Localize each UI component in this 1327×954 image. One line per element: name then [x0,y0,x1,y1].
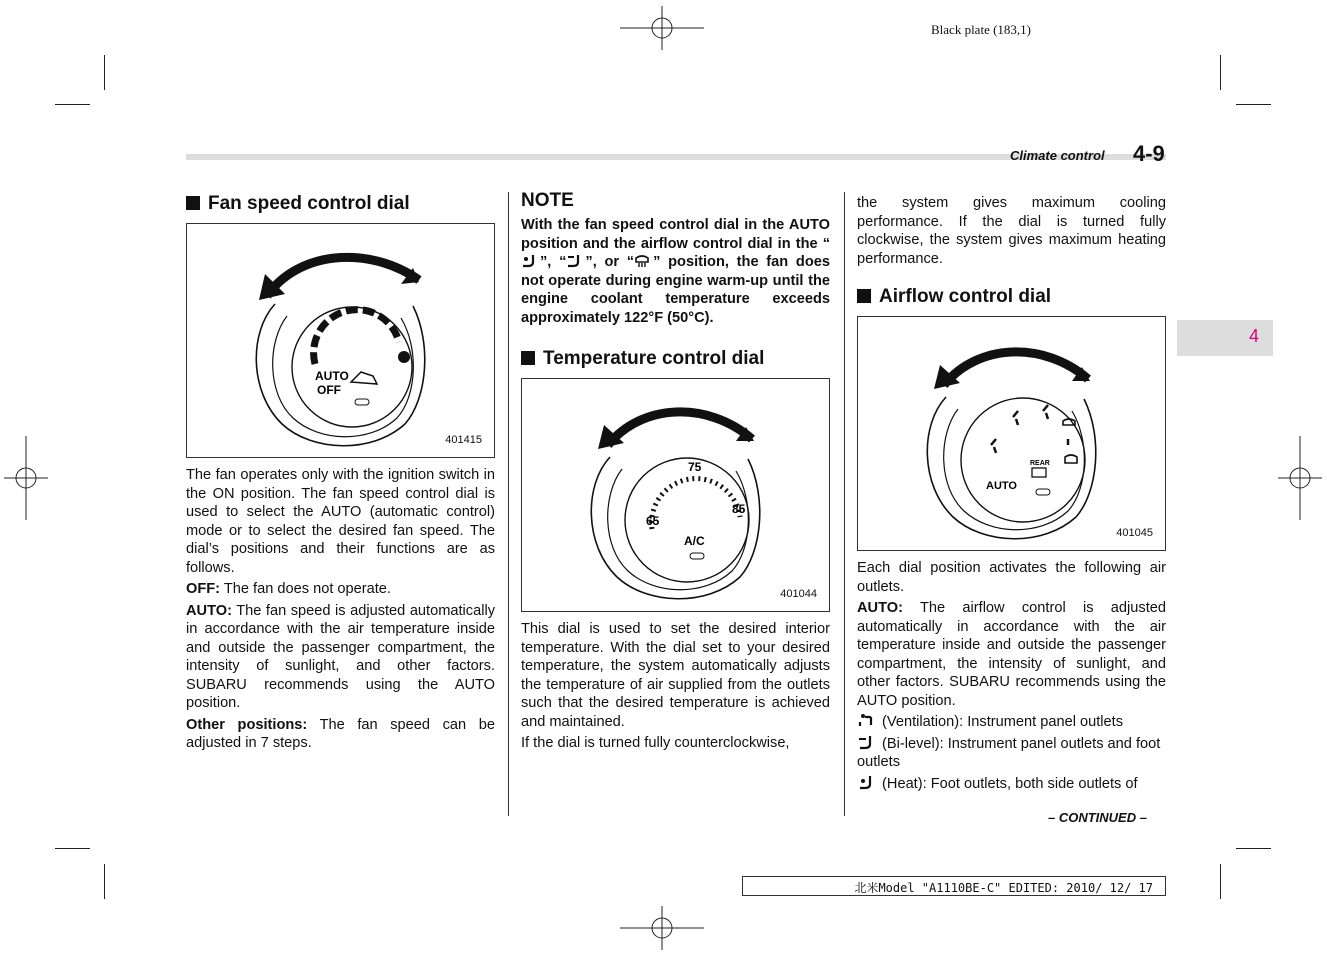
figure-code: 401415 [445,433,482,446]
bilevel-icon [566,254,582,268]
heat-icon [857,775,875,790]
fan-intro-paragraph: The fan operates only with the ignition switch in the ON position. The fan speed control dial is used to select the AUTO (automatic control) mode or to select the desired fan speed. The dial’s positions and their functions are as follows. [186,467,495,576]
column-divider [508,192,509,816]
temperature-heading: Temperature control dial [521,347,830,371]
fan-dial-figure [186,223,495,458]
fan-off-paragraph: OFF: The fan does not operate. [186,581,391,597]
fan-speed-heading: Fan speed control dial [186,192,495,216]
defrost-heat-icon [634,254,650,268]
heat-item: (Heat): Foot outlets, both side outlets of [857,775,1166,794]
registration-mark-right [1278,436,1322,520]
registration-mark-bottom [620,906,704,950]
registration-mark-left [4,436,48,520]
section-title: Climate control [1010,148,1105,163]
airflow-dial-figure [857,316,1166,551]
temperature-dial-illustration [522,379,829,611]
dial-label-rear: REAR [1030,460,1050,467]
temperature-paragraph-2: If the dial is turned fully counterclockwise, [521,735,790,751]
airflow-auto-paragraph: AUTO: The airflow control is adjusted automatically in accordance with the air temperature inside and outside the passenger compartment, the intensity of sunlight, and other factors. SUBARU recommends using the AUTO position. [857,600,1166,709]
airflow-heading: Airflow control dial [857,285,1166,309]
bilevel-item: (Bi-level): Instrument panel outlets and foot outlets [857,735,1161,770]
figure-code: 401045 [1116,526,1153,539]
temperature-paragraph: This dial is used to set the desired interior temperature. With the dial set to your desired temperature, the system automatically adjusts the temperature of air supplied from the outlets such that the desired temperature is achieved and maintained. [521,621,830,730]
fan-icon [398,351,410,363]
airflow-intro-paragraph: Each dial position activates the following air outlets. [857,560,1166,595]
crop-mark [1220,864,1221,899]
fan-other-paragraph: Other positions: The fan speed can be adjusted in 7 steps. [186,716,496,751]
crop-mark [55,104,90,105]
recirculation-icon [351,372,377,384]
crop-mark [104,864,105,899]
dial-label-65: 65 [646,514,660,528]
column-1 [186,192,495,756]
dial-label-off: OFF [317,383,341,397]
dial-label-auto: AUTO [986,480,1017,492]
continued-label: – CONTINUED – [1048,810,1147,825]
note-title: NOTE [521,190,574,211]
dial-label-auto: AUTO [315,369,349,383]
square-bullet-icon [186,196,200,210]
crop-mark [1236,104,1271,105]
chapter-tab: 4 [1177,320,1273,356]
square-bullet-icon [521,351,535,365]
dial-label-ac: A/C [684,534,705,548]
dial-label-75: 75 [688,460,702,474]
note-text: With the fan speed control dial in the AUTO position and the airflow control dial in the “”, “ ”, or “ ” position, the fan does not operate during engine warm-up until the engine coolant temperature exceeds approximately 122°F (50°C). [521,217,830,326]
footer-edit-stamp: 北米Model "A1110BE-C" EDITED: 2010/ 12/ 17 [742,876,1166,896]
plate-label: Black plate (183,1) [931,22,1031,37]
column-2 [521,190,830,756]
dial-label-85: 85 [732,502,746,516]
bilevel-icon [857,735,875,750]
registration-mark-top [620,6,704,50]
ventilation-icon [857,713,875,728]
fan-dial-illustration [187,224,494,457]
temperature-continued-paragraph: the system gives maximum cooling performance. If the dial is turned fully clockwise, the system gives maximum heating performance. [857,195,1166,267]
crop-mark [1220,55,1221,90]
crop-mark [55,848,90,849]
fan-auto-paragraph: AUTO: The fan speed is adjusted automatically in accordance with the air temperature inside and outside the passenger compartment, the intensity of sunlight, and other factors. SUBARU recommends using the AUTO position. [186,602,495,711]
temperature-dial-figure [521,378,830,612]
square-bullet-icon [857,289,871,303]
column-3 [857,194,1166,796]
crop-mark [1236,848,1271,849]
crop-mark [104,55,105,90]
ventilation-item: (Ventilation): Instrument panel outlets [857,713,1166,732]
column-divider [844,192,845,816]
figure-code: 401044 [780,587,817,600]
airflow-dial-illustration [858,317,1165,550]
heat-icon [521,254,537,268]
page-number: 4-9 [1133,141,1165,166]
